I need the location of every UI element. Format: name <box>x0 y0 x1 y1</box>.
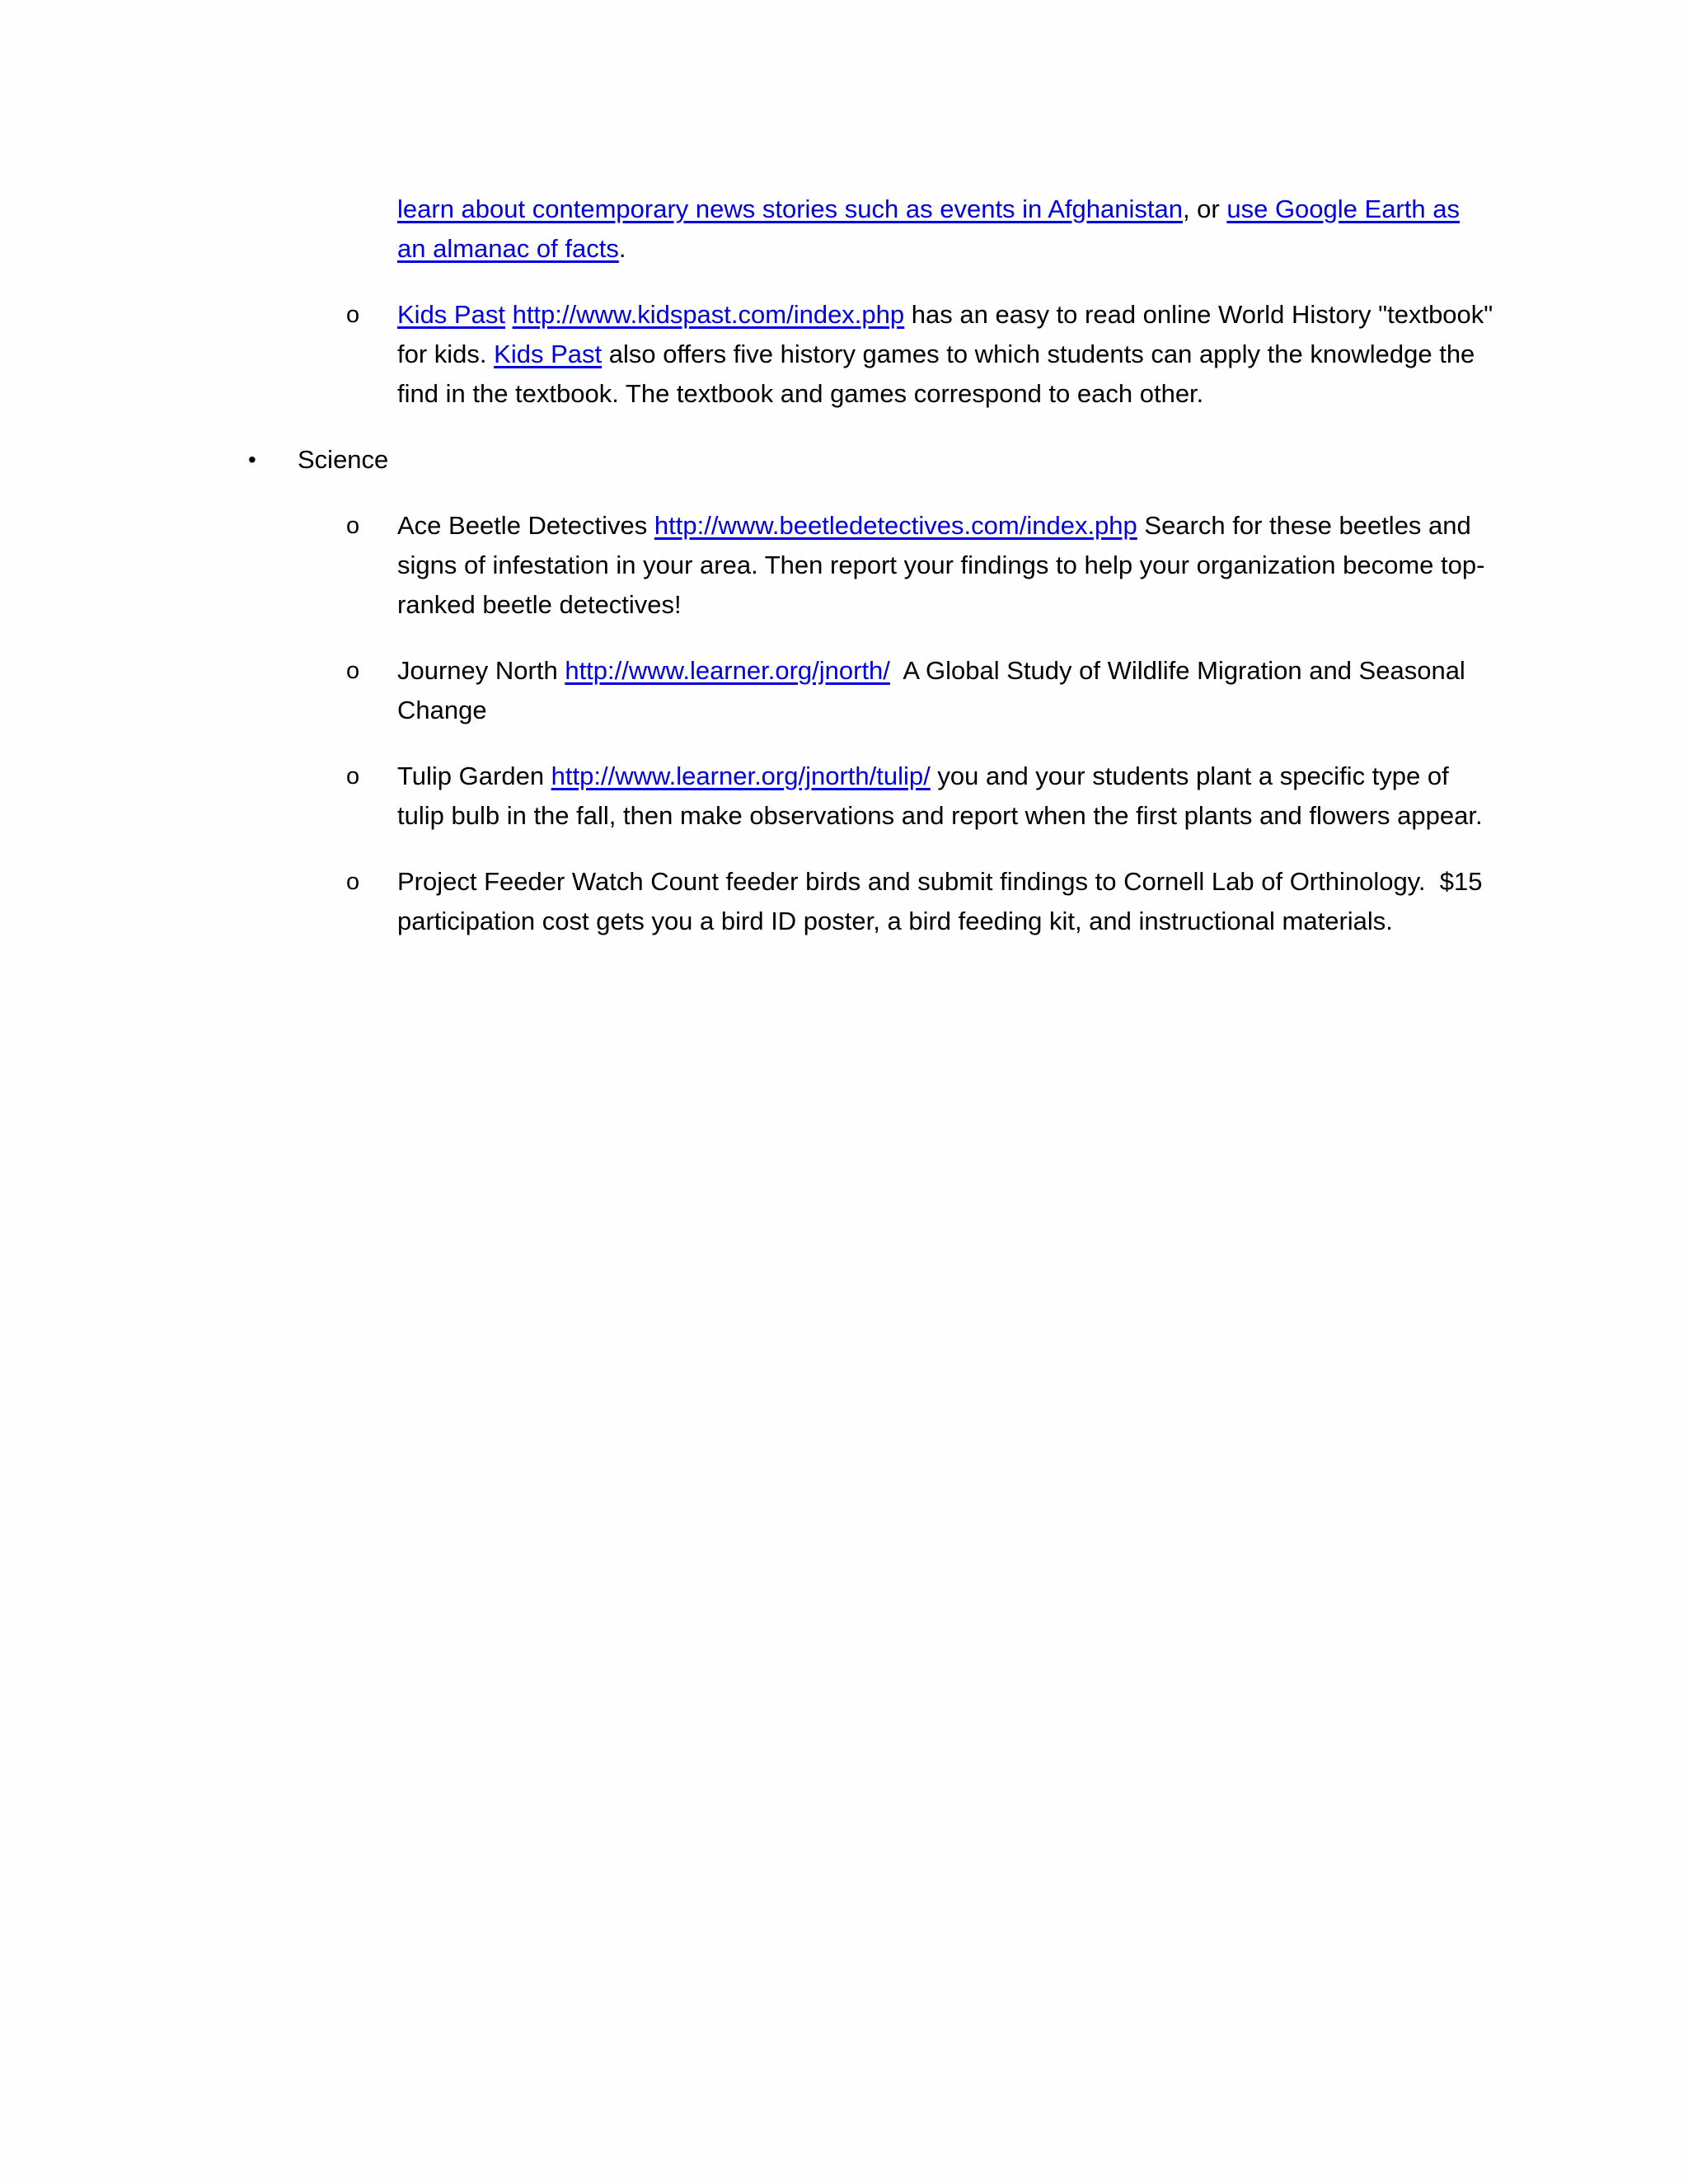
kids-past-text-1: has an easy to read online World History "textbook" for kids. <box>397 300 1493 368</box>
beetle-detectives-text: Search for these beetles and signs of infestation in your area. Then report your findings to help your organization become top-ranked beetle detectives! <box>397 511 1485 619</box>
science-heading: Science <box>298 445 389 474</box>
kids-past-link[interactable]: Kids Past <box>397 300 505 329</box>
journey-north-name: Journey North <box>397 656 565 685</box>
feeder-watch-text: Project Feeder Watch Count feeder birds and submit findings to Cornell Lab of Orthinology. $15 participation cost gets you a bird ID poster, a bird feeding kit, and instructional materials. <box>397 867 1490 935</box>
circle-bullet-icon: o <box>346 513 360 539</box>
beetle-detectives-url-link[interactable]: http://www.beetledetectives.com/index.php <box>654 511 1137 540</box>
continuation-separator: , or <box>1182 194 1227 223</box>
continuation-paragraph <box>397 190 1493 269</box>
kids-past-link-2[interactable]: Kids Past <box>494 340 603 368</box>
circle-bullet-icon: o <box>346 869 360 895</box>
journey-north-text: A Global Study of Wildlife Migration and Seasonal Change <box>397 656 1473 724</box>
tulip-garden-name: Tulip Garden <box>397 762 551 790</box>
list-item-beetle-detectives <box>346 506 1493 625</box>
google-earth-almanac-link[interactable]: use Google Earth as an almanac of facts <box>397 194 1460 263</box>
list-item-science <box>248 440 1493 480</box>
circle-bullet-icon: o <box>346 302 360 328</box>
list-item-feeder-watch <box>346 862 1493 941</box>
circle-bullet-icon: o <box>346 658 360 684</box>
list-item-kids-past <box>346 295 1493 414</box>
document-content <box>0 190 1688 941</box>
kids-past-text-2: also offers five history games to which students can apply the knowledge the find in the textbook. The textbook and games correspond to each other. <box>397 340 1475 408</box>
tulip-garden-url-link[interactable]: http://www.learner.org/jnorth/tulip/ <box>551 762 931 790</box>
beetle-detectives-name: Ace Beetle Detectives <box>397 511 654 540</box>
tulip-garden-text: you and your students plant a specific type of tulip bulb in the fall, then make observations and report when the first plants and flowers appear. <box>397 762 1483 830</box>
kids-past-url-link[interactable]: http://www.kidspast.com/index.php <box>512 300 905 329</box>
list-item-tulip-garden <box>346 757 1493 836</box>
circle-bullet-icon: o <box>346 763 360 790</box>
list-item-journey-north <box>346 651 1493 730</box>
continuation-end: . <box>618 234 626 263</box>
disc-bullet-icon: • <box>248 447 256 472</box>
journey-north-url-link[interactable]: http://www.learner.org/jnorth/ <box>565 656 890 685</box>
afghanistan-news-link[interactable]: learn about contemporary news stories such as events in Afghanistan <box>397 194 1183 223</box>
